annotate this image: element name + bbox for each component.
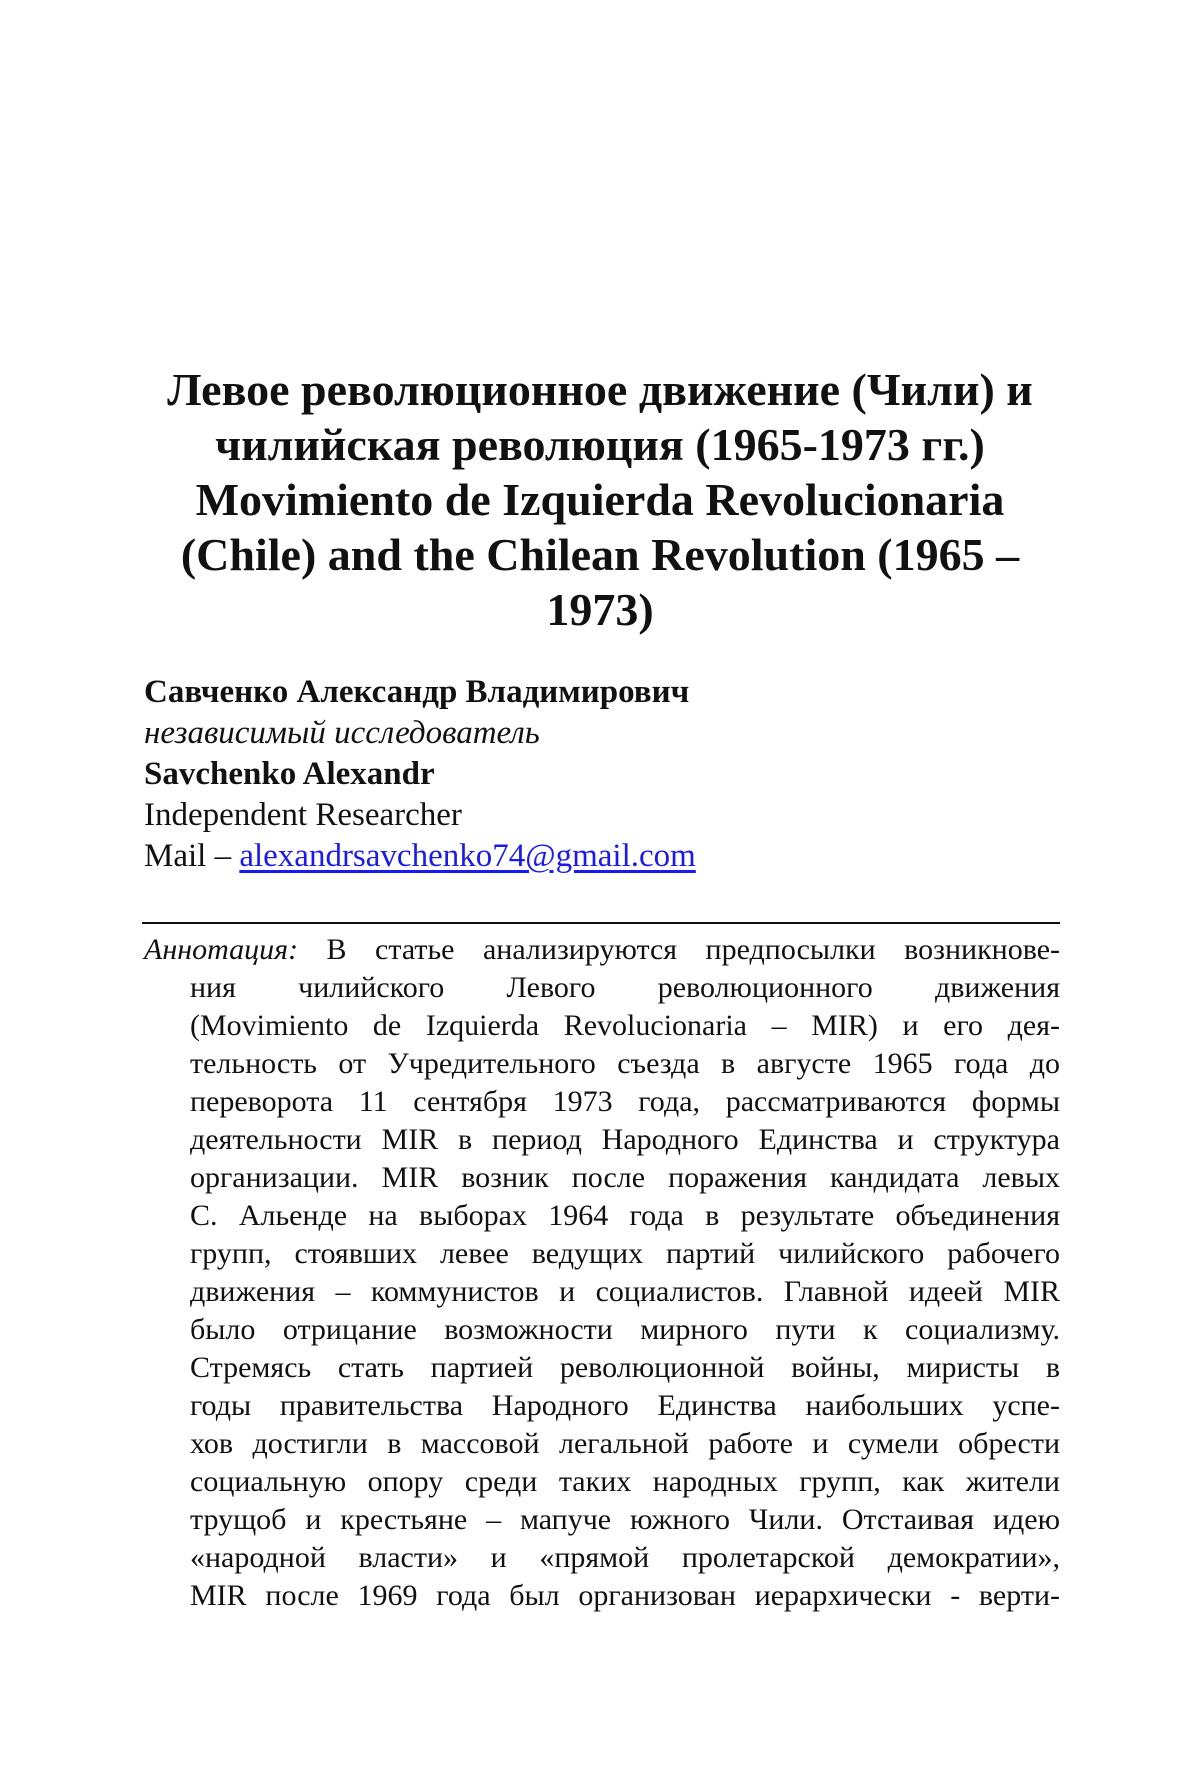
abstract-line: социальную опору среди таких народных групп, как жители: [190, 1465, 1060, 1498]
abstract-line: годы правительства Народного Единства наибольших успе-: [190, 1389, 1060, 1422]
abstract-line: тельность от Учредительного съезда в августе 1965 года до: [190, 1047, 1060, 1080]
abstract-line: деятельности MIR в период Народного Единства и структура: [190, 1123, 1060, 1156]
abstract-text: В статье анализируются предпосылки возникнове-: [298, 933, 1060, 966]
author-mail-line: [144, 836, 1044, 877]
abstract-line: MIR после 1969 года был организован иерархически - верти-: [190, 1579, 1060, 1612]
mail-label: Mail –: [144, 838, 240, 874]
author-affiliation-ru: независимый исследователь: [144, 715, 540, 751]
abstract-line: групп, стоявших левее ведущих партий чилийского рабочего: [190, 1237, 1060, 1270]
author-affiliation-en: Independent Researcher: [144, 797, 462, 833]
section-divider: [142, 922, 1060, 924]
abstract-line: было отрицание возможности мирного пути к социализму.: [190, 1313, 1060, 1346]
abstract-line: ния чилийского Левого революционного движения: [190, 971, 1060, 1004]
title-line: (Chile) and the Chilean Revolution (1965 –: [180, 529, 1020, 580]
abstract-line: движения – коммунистов и социалистов. Главной идеей MIR: [190, 1275, 1060, 1308]
title-line: чилийская революция (1965-1973 гг.): [215, 419, 985, 470]
abstract-line: трущоб и крестьяне – мапуче южного Чили. Отстаивая идею: [190, 1503, 1060, 1536]
abstract-line: хов достигли в массовой легальной работе и сумели обрести: [190, 1427, 1060, 1460]
author-name-en: Savchenko Alexandr: [144, 756, 435, 792]
abstract-line: переворота 11 сентября 1973 года, рассматриваются формы: [190, 1085, 1060, 1118]
abstract-line: С. Альенде на выборах 1964 года в результате объединения: [190, 1199, 1060, 1232]
title-line: 1973): [546, 584, 654, 635]
abstract-line: [144, 931, 1060, 969]
abstract-line: организации. MIR возник после поражения кандидата левых: [190, 1161, 1060, 1194]
title-line: Левое революционное движение (Чили) и: [167, 364, 1033, 415]
abstract: [144, 931, 1060, 1615]
email-link[interactable]: alexandrsavchenko74@gmail.com: [239, 838, 696, 874]
article-title: [120, 362, 1080, 637]
abstract-label: Аннотация:: [144, 933, 299, 966]
abstract-line: (Movimiento de Izquierda Revolucionaria – MIR) и его дея-: [190, 1009, 1060, 1042]
title-line: Movimiento de Izquierda Revolucionaria: [195, 474, 1005, 525]
abstract-line: Стремясь стать партией революционной войны, миристы в: [190, 1351, 1060, 1384]
author-name-ru: Савченко Александр Владимирович: [144, 674, 690, 710]
abstract-line: «народной власти» и «прямой пролетарской демократии»,: [190, 1541, 1060, 1574]
author-info: [144, 672, 1044, 877]
